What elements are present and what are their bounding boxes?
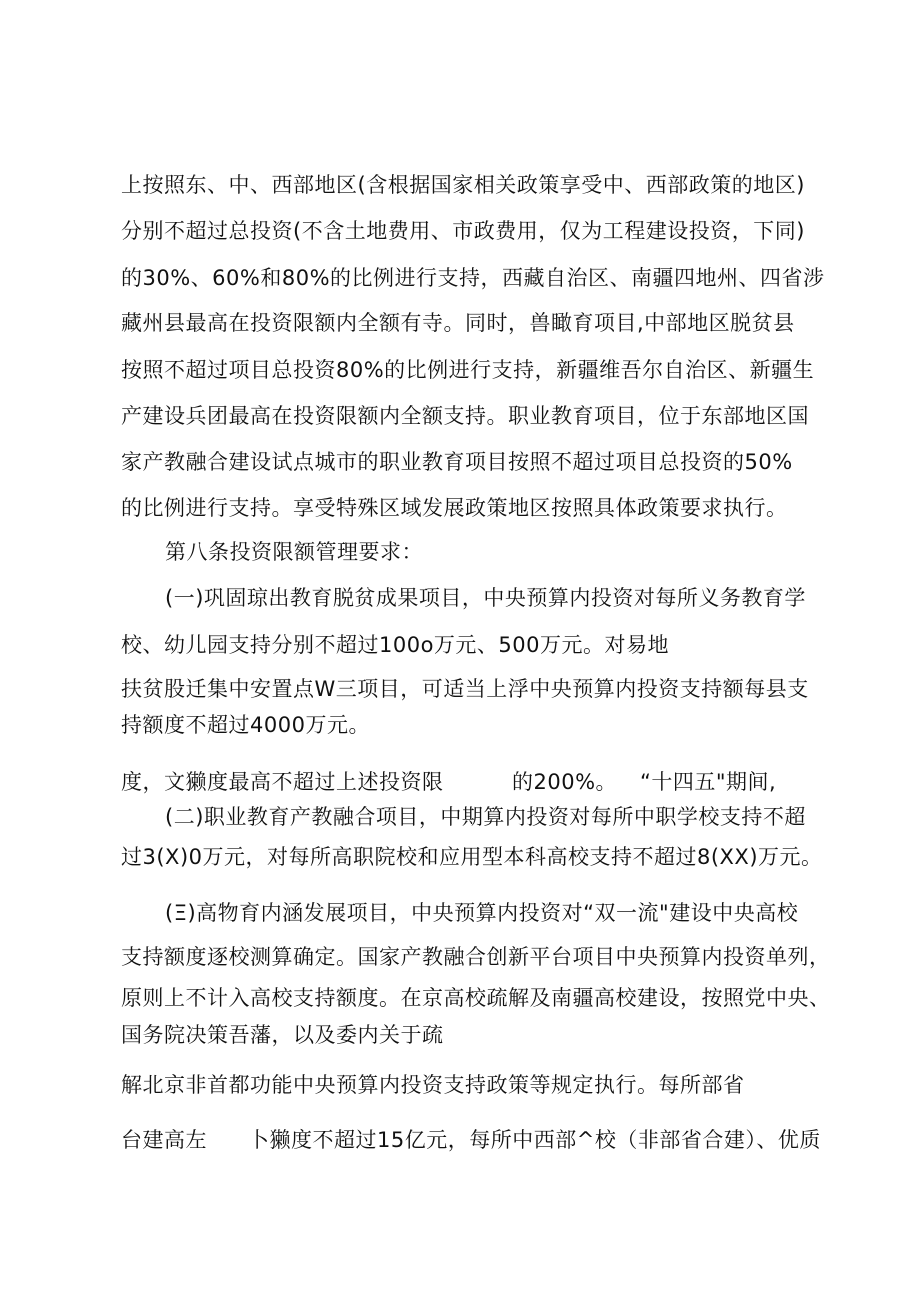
text-line: 的比例进行支持。享受特殊区域发展政策地区按照具体政策要求执行。 bbox=[121, 496, 788, 520]
text-line: (Ξ)高物育内涵发展项目，中央预算内投资对“双一流"建设中央高校 bbox=[165, 901, 799, 925]
text-line: 支持额度逐校测算确定。国家产教融合创新平台项目中央预算内投资单列， bbox=[121, 945, 831, 969]
text-line: 产建设兵团最高在投资限额内全额支持。职业教育项目，位于东部地区国 bbox=[121, 404, 809, 428]
text-line: “十四五"期间, bbox=[640, 770, 777, 794]
text-line: 藏州县最高在投资限额内全额有寺。同时，兽瞰育项目,中部地区脱贫县 bbox=[121, 311, 795, 335]
text-line: 家产教融合建设试点城市的职业教育项目按照不超过项目总投资的50% bbox=[121, 450, 793, 474]
text-line: 按照不超过项目总投资80%的比例进行支持，新疆维吾尔自治区、新疆生 bbox=[121, 358, 815, 382]
text-line: 分别不超过总投资(不含土地费用、市政费用，仅为工程建设投资，下同) bbox=[121, 219, 805, 243]
text-line: 解北京非首都功能中央预算内投资支持政策等规定执行。每所部省 bbox=[121, 1073, 745, 1097]
text-line: 原则上不计入高校支持额度。在京高校疏解及南疆高校建设，按照党中央、 bbox=[121, 986, 831, 1010]
text-line: 持额度不超过4000万元。 bbox=[121, 713, 370, 737]
text-line: 过3(X)0万元，对每所高职院校和应用型本科高校支持不超过8(XX)万元。 bbox=[121, 845, 823, 869]
text-line: 校、幼儿园支持分别不超过100o万元、500万元。对易地 bbox=[121, 633, 670, 657]
text-line: 的30%、60%和80%的比例进行支持，西藏自治区、南疆四地州、四省涉 bbox=[121, 266, 825, 290]
text-line: 国务院决策吾藩，以及委内关于疏 bbox=[121, 1023, 444, 1047]
text-line: 度，文獭度最高不超过上述投资限 bbox=[121, 770, 444, 794]
text-line: 卜獭度不超过15亿元，每所中西部^校（非部省合建）、优质 bbox=[248, 1128, 821, 1152]
text-line: 台建高左 bbox=[121, 1128, 207, 1152]
text-line: 扶贫股迁集中安置点W三项目，可适当上浮中央预算内投资支持额每县支 bbox=[121, 677, 809, 701]
text-line: (二)职业教育产教融合项目，中期算内投资对每所中职学校支持不超 bbox=[165, 805, 806, 829]
text-line: 的200%。 bbox=[512, 770, 618, 794]
text-line: 上按照东、中、西部地区(含根据国家相关政策享受中、西部政策的地区) bbox=[121, 173, 805, 197]
text-line: (一)巩固琼出教育脱贫成果项目，中央预算内投资对每所义务教育学 bbox=[165, 586, 806, 610]
section-heading: 第八条投资限额管理要求： bbox=[165, 540, 423, 564]
